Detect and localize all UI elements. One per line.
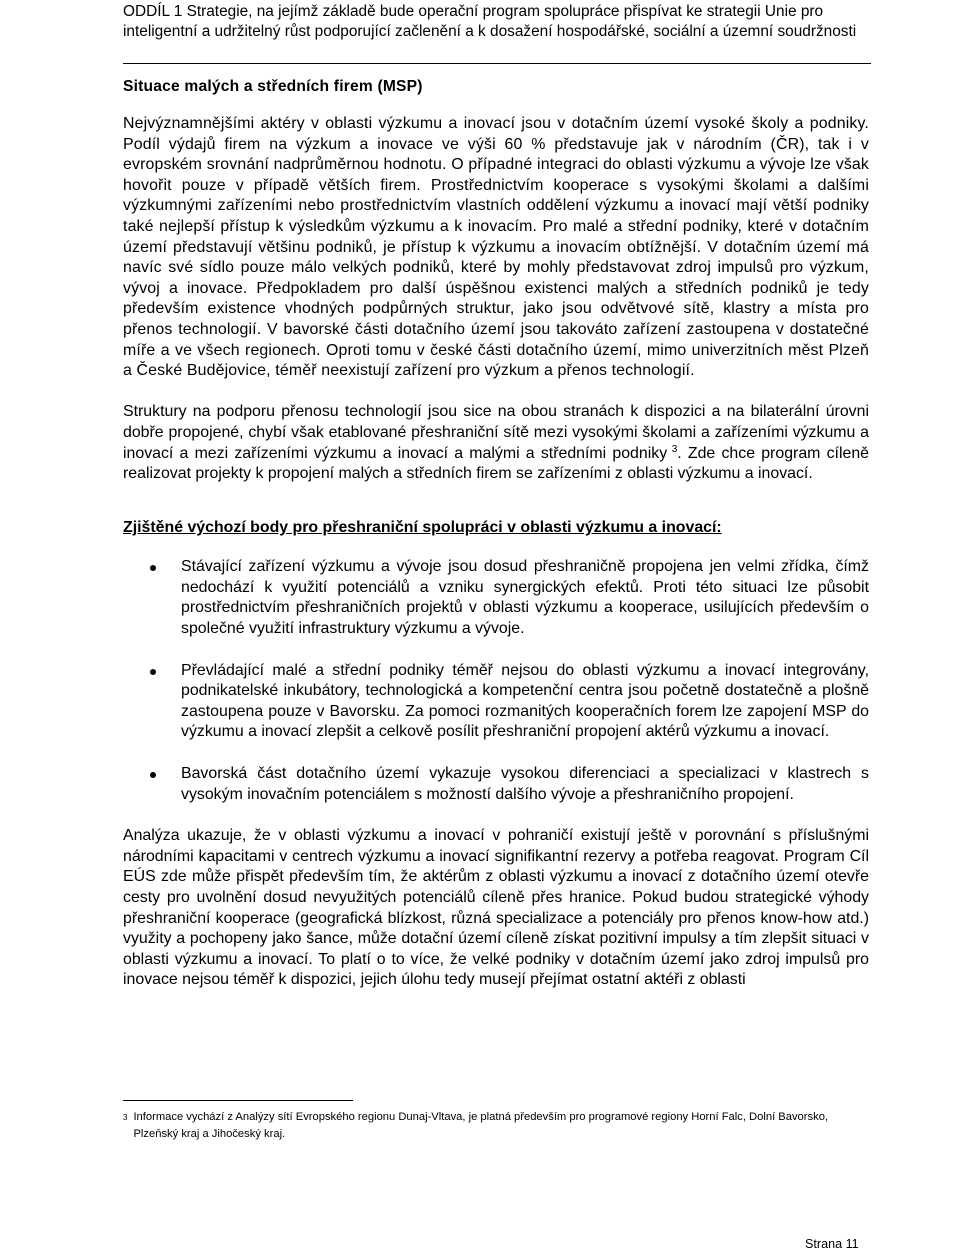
footnote-divider <box>123 1100 353 1101</box>
header-divider <box>123 63 871 64</box>
paragraph-technology-transfer-text-end: . Zde chce program cíleně realizovat projekty k propojení malých a středních firem se zařízeními z oblasti výzkumu a inovací. <box>123 444 869 483</box>
page-number: Strana 11 <box>805 1237 859 1251</box>
paragraph-msp-situation: Nejvýznamnějšími aktéry v oblasti výzkumu a inovací jsou v dotačním území vysoké školy a podniky. Podíl výdajů firem na výzkum a inovace ve výši 60 % představuje jak v národním (ČR), tak i v evropském srovnání nadprůměrnou hodnotu. O případné integraci do oblasti výzkumu a vývoje lze však hovořit pouze v případě větších firem. Prostřednictvím kooperace s vysokými školami a dalšími výzkumnými zařízeními nebo prostřednictvím vlastních oddělení výzkumu a inovací mají větší podniky také nejlepší přístup k výsledkům výzkumu a k inovacím. Pro malé a střední podniky, které v dotačním území představují většinu podniků, je přístup k výzkumu a inovacím obtížnější. V dotačním území má navíc své sídlo pouze málo velkých podniků, které by mohly představovat zdroj impulsů pro výzkum, vývoj a inovace. Předpokladem pro další úspěšnou existenci malých a středních podniků je tedy především existence vhodných podpůrných struktur, jako jsou odvětvové sítě, klastry a místa pro přenos technologií. V bavorské části dotačního území jsou takováto zařízení zastoupena v dostatečné míře a ve všech regionech. Oproti tomu v české části dotačního území, mimo univerzitních měst Plzeň a České Budějovice, téměř neexistují zařízení pro výzkum a přenos technologií. <box>123 115 869 380</box>
bullet-icon <box>150 669 156 675</box>
footnote-reference[interactable]: 3 <box>671 443 678 455</box>
list-item-text: Stávající zařízení výzkumu a vývoje jsou dosud přeshraničně propojena jen velmi zřídka, čímž nedochází k využití potenciálů a vzniku synergických efektů. Proti této situaci lze působit prostřednictvím přeshraničních projektů v oblasti výzkumu a kooperace, usilujících především o společné využití infrastruktury výzkumu a vývoje. <box>181 558 869 638</box>
list-item-text: Převládající malé a střední podniky téměř nejsou do oblasti výzkumu a inovací integrovány, podnikatelské inkubátory, technologická a kompetenční centra jsou početně dostatečně a plošně zastoupena pouze v Bavorsku. Za pomoci rozmanitých kooperačních forem lze zapojení MSP do výzkumu a inovací zlepšit a celkově posílit přeshraniční propojení aktérů výzkumu a inovací. <box>181 661 869 741</box>
document-body <box>123 114 869 991</box>
document-header: ODDÍL 1 Strategie, na jejímž základě bude operační program spolupráce přispívat ke strategii Unie pro inteligentní a udržitelný růst podporující začlenění a k dosažení hospodářské, sociální a územní soudržnosti <box>123 3 857 40</box>
list-item <box>123 661 869 743</box>
list-item <box>123 764 869 805</box>
footnote <box>123 1109 863 1143</box>
paragraph-technology-transfer <box>123 402 869 484</box>
list-item <box>123 557 869 639</box>
section-title: Situace malých a středních firem (MSP) <box>123 78 423 95</box>
findings-heading: Zjištěné výchozí body pro přeshraniční spolupráci v oblasti výzkumu a inovací: <box>123 518 722 536</box>
footnote-mark: 3 <box>123 1113 128 1122</box>
paragraph-analysis: Analýza ukazuje, že v oblasti výzkumu a inovací v pohraničí existují ještě v porovnání s příslušnými národními kapacitami v centrech výzkumu a inovací signifikantní rezervy a potřeba reagovat. Program Cíl EÚS zde může přispět především tím, že aktérům z oblasti výzkumu a inovací z dotačního území otevře cesty pro uvolnění dosud nevyužitých potenciálů cíleně přes hranice. Pokud budou strategické výhody přeshraniční kooperace (geografická blízkost, různá specializace a potenciály pro přenos know-how atd.) využity a pochopeny jako šance, může dotační území cíleně získat pozitivní impulsy a tím zlepšit situaci v oblasti výzkumu a inovací. To platí o to více, že velké podniky v dotačním území jako zdroj impulsů pro inovace nejsou téměř k dispozici, jejich úlohu tedy musejí přejímat ostatní aktéři z oblasti <box>123 827 869 989</box>
bullet-icon <box>150 772 156 778</box>
findings-list <box>123 557 869 805</box>
footnote-text: Informace vychází z Analýzy sítí Evropského regionu Dunaj-Vltava, je platná především pro programové regiony Horní Falc, Dolní Bavorsko, Plzeňský kraj a Jihočeský kraj. <box>133 1111 829 1140</box>
paragraph-technology-transfer-text: Struktury na podporu přenosu technologií jsou sice na obou stranách k dispozici a na bilaterální úrovni dobře propojené, chybí však etablované přeshraniční sítě mezi vysokými školami a zařízeními výzkumu a inovací a mezi zařízeními výzkumu a inovací a malými a středními podniky <box>123 403 869 462</box>
bullet-icon <box>150 565 156 571</box>
list-item-text: Bavorská část dotačního území vykazuje vysokou diferenciaci a specializaci v klastrech s vysokým inovačním potenciálem s možností dalšího vývoje a přeshraničního propojení. <box>181 765 869 803</box>
